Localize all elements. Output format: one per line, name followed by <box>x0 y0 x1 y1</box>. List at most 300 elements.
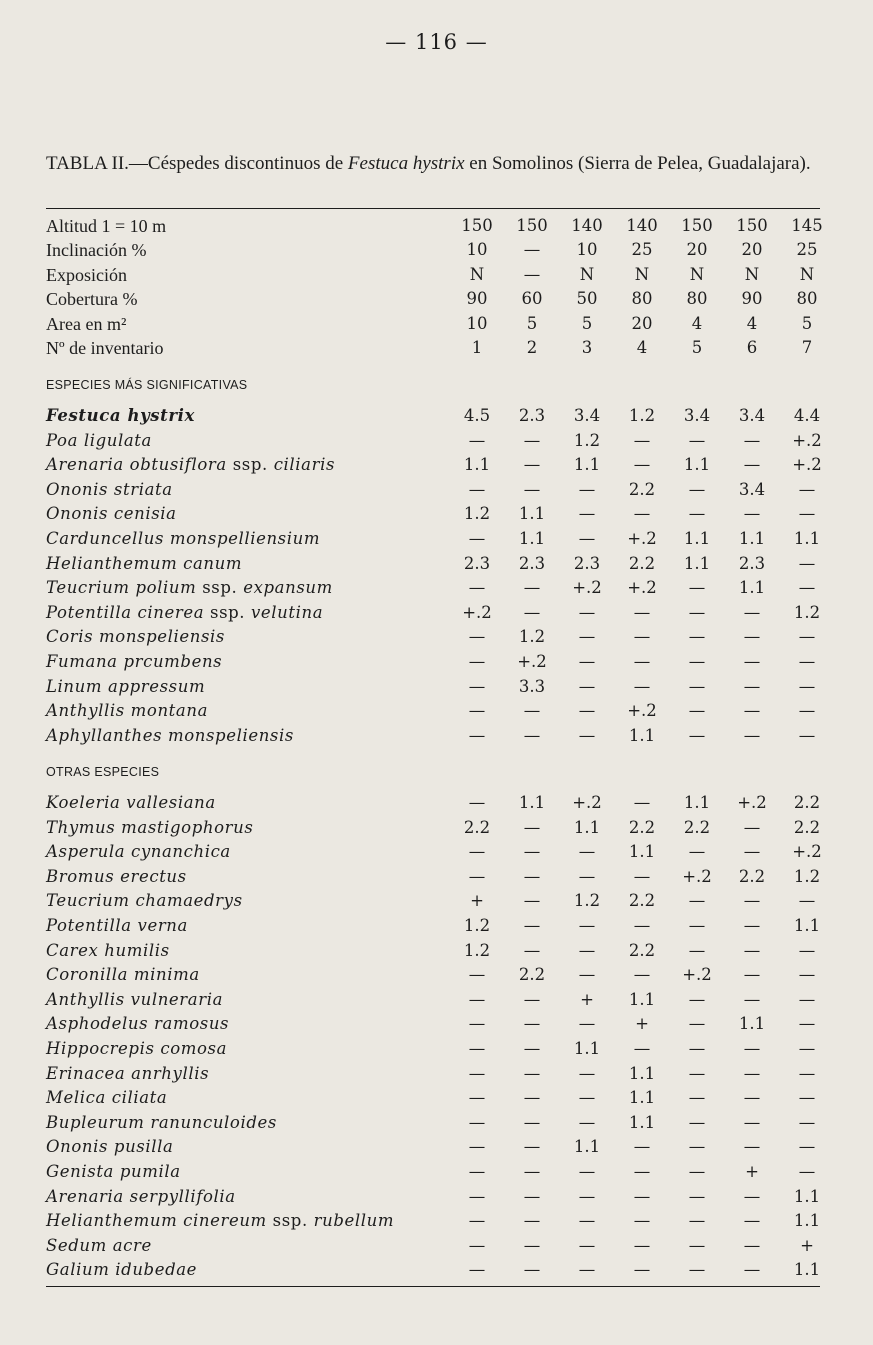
cell-value: N <box>744 264 760 284</box>
cell-value: 2 <box>526 338 538 357</box>
species-binomial: Erinacea anrhyllis <box>46 1063 210 1083</box>
cell-value: 1 <box>471 338 483 357</box>
cell-value: 7 <box>801 338 813 357</box>
cell-value: 1.1 <box>683 529 711 548</box>
species-name <box>46 1111 277 1135</box>
cell-value: 5 <box>691 338 703 357</box>
cell-value: — <box>633 1260 651 1280</box>
cell-value: — <box>798 652 816 671</box>
header-row <box>46 336 820 360</box>
cell-value: — <box>798 1063 816 1083</box>
table-caption <box>46 150 826 177</box>
cell-value: 5 <box>526 313 538 333</box>
species-binomial: Teucrium chamaedrys <box>46 891 243 911</box>
cell-value: — <box>633 504 651 524</box>
species-binomial: Teucrium polium <box>46 578 197 598</box>
cell-value: 1.2 <box>573 430 601 450</box>
cell-value: 80 <box>631 289 653 309</box>
header-label: Altitud 1 = 10 m <box>46 216 167 236</box>
cell-value: — <box>523 455 541 475</box>
cell-value: — <box>798 891 816 911</box>
cell-value: 2.3 <box>738 553 766 573</box>
cell-value: — <box>633 1137 651 1157</box>
cell-value: — <box>523 479 541 499</box>
species-name <box>46 865 187 889</box>
header-label: Cobertura % <box>46 289 138 310</box>
cell-value: +.2 <box>627 578 657 598</box>
cell-value: — <box>743 1186 761 1206</box>
species-row <box>46 429 820 453</box>
caption-prefix: TABLA II.—Céspedes discontinuos de <box>46 153 344 174</box>
cell-value: — <box>798 1088 816 1108</box>
cell-value: 4.5 <box>463 406 491 425</box>
cell-value: 1.1 <box>463 455 491 475</box>
cell-value: 1.2 <box>793 602 821 622</box>
cell-value: — <box>743 701 761 721</box>
cell-value: 1.1 <box>738 529 766 548</box>
caption-species: Festuca hystrix <box>347 153 465 174</box>
cell-value: 140 <box>626 216 658 235</box>
cell-value: 4.4 <box>793 406 821 425</box>
cell-value: — <box>798 989 816 1009</box>
cell-value: 140 <box>571 216 603 235</box>
cell-value: 1.1 <box>793 1211 821 1231</box>
cell-value: 2.2 <box>628 553 656 573</box>
species-binomial: Linum appressum <box>46 676 206 696</box>
cell-value: — <box>523 1014 541 1034</box>
cell-value: 1.1 <box>628 725 656 745</box>
cell-value: 3.4 <box>683 406 711 425</box>
cell-value: N <box>799 264 815 284</box>
page-number: — 116 — <box>385 30 488 54</box>
cell-value: — <box>633 455 651 475</box>
species-name <box>46 552 242 576</box>
cell-value: — <box>798 725 816 745</box>
species-name <box>46 478 173 502</box>
subspecies-name: rubellum <box>313 1211 395 1231</box>
cell-value: — <box>798 504 816 524</box>
cell-value: — <box>578 842 596 862</box>
cell-value: +.2 <box>572 578 602 598</box>
species-name <box>46 453 335 477</box>
species-row <box>46 453 820 477</box>
species-binomial: Thymus mastigophorus <box>46 817 254 837</box>
cell-value: 4 <box>746 313 758 333</box>
cell-value: +.2 <box>792 455 822 475</box>
species-row <box>46 625 820 649</box>
species-row <box>46 675 820 699</box>
cell-value: +.2 <box>792 842 822 862</box>
table-top-rule <box>46 208 820 209</box>
species-name <box>46 816 253 840</box>
cell-value: — <box>688 676 706 696</box>
cell-value: — <box>688 1162 706 1181</box>
cell-value: 2.3 <box>573 553 601 573</box>
species-row <box>46 840 820 864</box>
species-name <box>46 699 208 723</box>
species-binomial: Galium idubedae <box>46 1260 198 1280</box>
species-row <box>46 1185 820 1209</box>
cell-value: — <box>523 578 541 598</box>
cell-value: — <box>578 1162 596 1181</box>
cell-value: 20 <box>741 240 763 260</box>
cell-value: — <box>798 578 816 598</box>
cell-value: 1.1 <box>628 1112 656 1132</box>
cell-value: — <box>633 627 651 647</box>
cell-value: 2.2 <box>628 940 656 960</box>
cell-value: — <box>633 1186 651 1206</box>
cell-value: 5 <box>801 313 813 333</box>
cell-value: — <box>743 676 761 696</box>
cell-value: — <box>578 1235 596 1255</box>
species-binomial: Potentilla cinerea <box>46 602 205 622</box>
cell-value: — <box>633 602 651 622</box>
cell-value: +.2 <box>682 866 712 886</box>
species-name <box>46 675 205 699</box>
cell-value: — <box>688 1088 706 1108</box>
species-binomial: Ononis striata <box>46 479 173 499</box>
species-row <box>46 478 820 502</box>
cell-value: — <box>743 652 761 671</box>
species-row <box>46 699 820 723</box>
cell-value: 1.1 <box>628 1063 656 1083</box>
cell-value: — <box>523 1235 541 1255</box>
species-binomial: Bupleurum ranunculoides <box>46 1112 277 1132</box>
cell-value: — <box>798 1162 816 1181</box>
cell-value: — <box>523 701 541 721</box>
cell-value: — <box>578 916 596 935</box>
cell-value: 10 <box>466 240 488 260</box>
cell-value: 3.4 <box>573 406 601 425</box>
species-binomial: Arenaria serpyllifolia <box>46 1186 236 1206</box>
species-name <box>46 429 152 453</box>
cell-value: — <box>523 891 541 911</box>
cell-value: — <box>798 1039 816 1058</box>
species-binomial: Helianthemum canum <box>46 553 243 573</box>
cell-value: — <box>523 430 541 450</box>
cell-value: — <box>468 793 486 812</box>
section-title: OTRAS ESPECIES <box>46 765 160 779</box>
cell-value: — <box>578 1112 596 1132</box>
cell-value: — <box>523 842 541 862</box>
species-binomial: Anthyllis montana <box>46 701 209 721</box>
cell-value: — <box>688 1112 706 1132</box>
cell-value: N <box>689 264 705 284</box>
cell-value: 60 <box>521 289 543 309</box>
cell-value: — <box>743 989 761 1009</box>
species-binomial: Potentilla verna <box>46 916 188 935</box>
cell-value: 2.2 <box>738 866 766 886</box>
cell-value: — <box>578 627 596 647</box>
cell-value: — <box>633 1162 651 1181</box>
cell-value: 2.2 <box>628 479 656 499</box>
header-label: Inclinación % <box>46 240 147 261</box>
species-binomial: Melica ciliata <box>46 1088 168 1108</box>
cell-value: 3 <box>581 338 593 357</box>
cell-value: 1.1 <box>628 842 656 862</box>
cell-value: — <box>633 965 651 985</box>
cell-value: — <box>578 504 596 524</box>
cell-value: +.2 <box>627 701 657 721</box>
species-row <box>46 889 820 913</box>
cell-value: — <box>688 701 706 721</box>
cell-value: 5 <box>581 313 593 333</box>
species-binomial: Coronilla minima <box>46 965 200 985</box>
cell-value: — <box>688 602 706 622</box>
cell-value: 1.1 <box>738 1014 766 1034</box>
species-name <box>46 914 188 938</box>
cell-value: — <box>688 1211 706 1231</box>
cell-value: — <box>743 455 761 475</box>
species-name <box>46 889 243 913</box>
cell-value: — <box>798 1014 816 1034</box>
species-binomial: Festuca hystrix <box>46 406 195 425</box>
species-name <box>46 1135 173 1159</box>
cell-value: +.2 <box>682 965 712 985</box>
cell-value: — <box>743 965 761 985</box>
cell-value: — <box>688 627 706 647</box>
species-binomial: Arenaria obtusiflora <box>46 455 227 475</box>
cell-value: — <box>523 725 541 745</box>
cell-value: — <box>523 1186 541 1206</box>
species-binomial: Carduncellus monspelliensium <box>46 529 321 548</box>
species-row <box>46 865 820 889</box>
cell-value: 2.2 <box>793 793 821 812</box>
cell-value: — <box>468 1260 486 1280</box>
species-name <box>46 1086 167 1110</box>
cell-value: — <box>468 842 486 862</box>
species-binomial: Anthyllis vulneraria <box>46 989 224 1009</box>
cell-value: 145 <box>791 216 823 235</box>
species-row <box>46 791 820 815</box>
cell-value: — <box>578 652 596 671</box>
subspecies-abbrev: ssp. <box>202 578 238 598</box>
cell-value: — <box>578 1088 596 1108</box>
cell-value: — <box>743 916 761 935</box>
cell-value: — <box>468 866 486 886</box>
species-row <box>46 1135 820 1159</box>
cell-value: — <box>523 1137 541 1157</box>
cell-value: — <box>578 602 596 622</box>
cell-value: 1.2 <box>463 940 491 960</box>
species-name <box>46 724 294 748</box>
cell-value: 1.1 <box>793 529 821 548</box>
cell-value: — <box>468 529 486 548</box>
cell-value: — <box>523 1039 541 1058</box>
cell-value: — <box>798 965 816 985</box>
species-row <box>46 988 820 1012</box>
cell-value: — <box>578 1186 596 1206</box>
table-bottom-rule <box>46 1286 820 1287</box>
cell-value: — <box>743 627 761 647</box>
cell-value: — <box>523 940 541 960</box>
subspecies-name: expansum <box>243 578 333 598</box>
cell-value: — <box>468 1088 486 1108</box>
cell-value: — <box>468 1112 486 1132</box>
species-binomial: Aphyllanthes monspeliensis <box>46 725 294 745</box>
cell-value: — <box>523 817 541 837</box>
cell-value: — <box>468 1137 486 1157</box>
cell-value: — <box>578 479 596 499</box>
subspecies-abbrev: ssp. <box>210 602 246 622</box>
cell-value: + <box>800 1235 814 1255</box>
cell-value: N <box>469 264 485 284</box>
species-name <box>46 988 223 1012</box>
cell-value: — <box>743 602 761 622</box>
cell-value: — <box>523 264 541 284</box>
cell-value: 20 <box>631 313 653 333</box>
cell-value: — <box>633 866 651 886</box>
cell-value: — <box>743 725 761 745</box>
cell-value: — <box>468 701 486 721</box>
cell-value: — <box>468 1235 486 1255</box>
cell-value: — <box>688 1235 706 1255</box>
species-binomial: Carex humilis <box>46 940 170 960</box>
cell-value: — <box>743 891 761 911</box>
cell-value: 3.4 <box>738 406 766 425</box>
cell-value: — <box>523 602 541 622</box>
cell-value: — <box>688 842 706 862</box>
species-row <box>46 1258 820 1282</box>
species-name <box>46 1012 229 1036</box>
cell-value: — <box>688 1186 706 1206</box>
species-binomial: Hippocrepis comosa <box>46 1039 228 1058</box>
cell-value: — <box>468 989 486 1009</box>
cell-value: 1.2 <box>463 916 491 935</box>
species-name <box>46 576 333 600</box>
cell-value: — <box>468 1211 486 1231</box>
cell-value: — <box>743 504 761 524</box>
cell-value: — <box>633 916 651 935</box>
species-binomial: Bromus erectus <box>46 866 187 886</box>
species-binomial: Asperula cynanchica <box>46 842 231 862</box>
cell-value: 150 <box>736 216 768 235</box>
cell-value: — <box>743 1039 761 1058</box>
cell-value: — <box>798 940 816 960</box>
species-row <box>46 552 820 576</box>
cell-value: + <box>470 891 484 911</box>
cell-value: — <box>743 1235 761 1255</box>
cell-value: — <box>578 1260 596 1280</box>
cell-value: — <box>798 676 816 696</box>
cell-value: — <box>633 430 651 450</box>
cell-value: — <box>523 1112 541 1132</box>
species-row <box>46 1234 820 1258</box>
species-row <box>46 1012 820 1036</box>
cell-value: — <box>688 725 706 745</box>
cell-value: 1.1 <box>793 1260 821 1280</box>
cell-value: — <box>633 1235 651 1255</box>
cell-value: 25 <box>631 240 653 260</box>
cell-value: — <box>468 1186 486 1206</box>
cell-value: — <box>468 652 486 671</box>
cell-value: 150 <box>461 216 493 235</box>
cell-value: 150 <box>681 216 713 235</box>
cell-value: + <box>745 1162 759 1181</box>
cell-value: — <box>798 627 816 647</box>
cell-value: — <box>688 1137 706 1157</box>
cell-value: — <box>523 1162 541 1181</box>
species-row <box>46 939 820 963</box>
cell-value: 2.2 <box>628 817 656 837</box>
cell-value: +.2 <box>462 602 492 622</box>
cell-value: 1.1 <box>518 529 546 548</box>
species-row <box>46 1086 820 1110</box>
species-binomial: Helianthemum cinereum <box>46 1211 267 1231</box>
cell-value: 1.2 <box>793 866 821 886</box>
species-name <box>46 404 195 428</box>
species-name <box>46 1185 236 1209</box>
cell-value: — <box>578 725 596 745</box>
species-row <box>46 650 820 674</box>
cell-value: 1.1 <box>628 1088 656 1108</box>
cell-value: — <box>523 989 541 1009</box>
cell-value: 90 <box>466 289 488 309</box>
species-row <box>46 1037 820 1061</box>
cell-value: — <box>633 1211 651 1231</box>
header-row <box>46 287 820 311</box>
cell-value: — <box>688 989 706 1009</box>
cell-value: — <box>468 479 486 499</box>
cell-value: +.2 <box>572 793 602 812</box>
species-binomial: Sedum acre <box>46 1235 152 1255</box>
cell-value: — <box>688 430 706 450</box>
cell-value: — <box>578 1211 596 1231</box>
species-name <box>46 840 231 864</box>
cell-value: 3.4 <box>738 479 766 499</box>
cell-value: 10 <box>466 313 488 333</box>
cell-value: 90 <box>741 289 763 309</box>
cell-value: — <box>743 1088 761 1108</box>
header-label: Area en m² <box>46 313 127 334</box>
species-row <box>46 963 820 987</box>
cell-value: — <box>468 1014 486 1034</box>
cell-value: — <box>468 725 486 745</box>
cell-value: — <box>798 701 816 721</box>
species-name <box>46 1209 394 1233</box>
cell-value: — <box>633 793 651 812</box>
cell-value: 3.3 <box>518 676 546 696</box>
cell-value: 1.1 <box>573 455 601 475</box>
cell-value: 2.3 <box>463 553 491 573</box>
cell-value: 4 <box>636 338 648 357</box>
species-name <box>46 625 225 649</box>
species-name <box>46 939 170 963</box>
cell-value: — <box>688 479 706 499</box>
cell-value: 6 <box>746 338 758 357</box>
species-name <box>46 1234 152 1258</box>
cell-value: N <box>579 264 595 284</box>
cell-value: 2.2 <box>683 817 711 837</box>
species-name <box>46 527 320 551</box>
cell-value: 1.1 <box>518 504 546 524</box>
cell-value: — <box>798 1112 816 1132</box>
cell-value: 1.2 <box>518 627 546 647</box>
species-name <box>46 601 323 625</box>
cell-value: 2.2 <box>793 817 821 837</box>
cell-value: — <box>743 1112 761 1132</box>
cell-value: — <box>633 676 651 696</box>
species-name <box>46 1037 227 1061</box>
cell-value: — <box>688 578 706 598</box>
species-row <box>46 1111 820 1135</box>
cell-value: — <box>743 1137 761 1157</box>
cell-value: 1.1 <box>573 1137 601 1157</box>
cell-value: — <box>743 430 761 450</box>
species-row <box>46 1160 820 1184</box>
species-row <box>46 724 820 748</box>
cell-value: — <box>523 866 541 886</box>
